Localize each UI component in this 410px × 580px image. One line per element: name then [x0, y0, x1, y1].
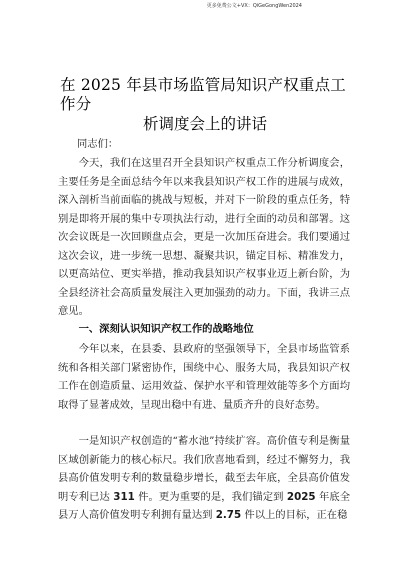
paragraph-text: 一是知识产权创造的“蓄水池”持续扩容。高价值专利是衡量区域创新能力的核心标尺。我们欣喜地看到，经过不懈努力，我县高价值发明专利的数量稳步增长，截至去年底，全县高价值发明专利已达: [58, 435, 350, 503]
patent-count: 311: [113, 490, 135, 503]
intro-paragraph: 今天，我们在这里召开全县知识产权重点工作分析调度会，主要任务是全面总结今年以来我县知识产权工作的进展与成效，深入剖析当前面临的挑战与短板，并对下一阶段的重点任务，特别是即将开展的集中专项执法行动，进行全面的动员和部署。这次会议既是一次回顾盘点会，更是一次加压奋进会。我们要通过这次会议，进一步统一思想、凝聚共识，锚定目标、精准发力，以更高站位、更实举措，推动我县知识产权事业迈上新台阶，为全县经济社会高质量发展注入更加强劲的动力。下面，我讲三点意见。: [58, 157, 350, 317]
target-ratio: 2.75: [215, 509, 242, 521]
paragraph-text: 年底全县万人高价值发明专利拥有量达到: [58, 490, 351, 521]
watermark-text: 更多免费公文+VX：QiGeGongWen2024: [206, 3, 302, 9]
document-subtitle: 析调度会上的讲话: [142, 115, 267, 133]
section-heading-1: 一、深刻认识知识产权工作的战略地位: [78, 323, 254, 335]
salutation: 同志们：: [77, 138, 119, 150]
paragraph-achievements: 今年以来，在县委、县政府的坚强领导下，全县市场监管系统和各相关部门紧密协作，围绕中心、服务大局，我县知识产权工作在创造质量、运用效益、保护水平和管理效能等多个方面均取得了显著成效，呈现出稳中有进、量质齐升的良好态势。: [58, 343, 350, 411]
paragraph-text: 件以上的目标，正在稳: [241, 509, 348, 521]
target-year: 2025: [286, 490, 316, 503]
paragraph-patent-creation: [58, 432, 350, 525]
document-title: 在 2025 年县市场监管局知识产权重点工作分: [60, 76, 347, 113]
paragraph-text: 件。更为重要的是，我们锚定到: [134, 490, 287, 503]
